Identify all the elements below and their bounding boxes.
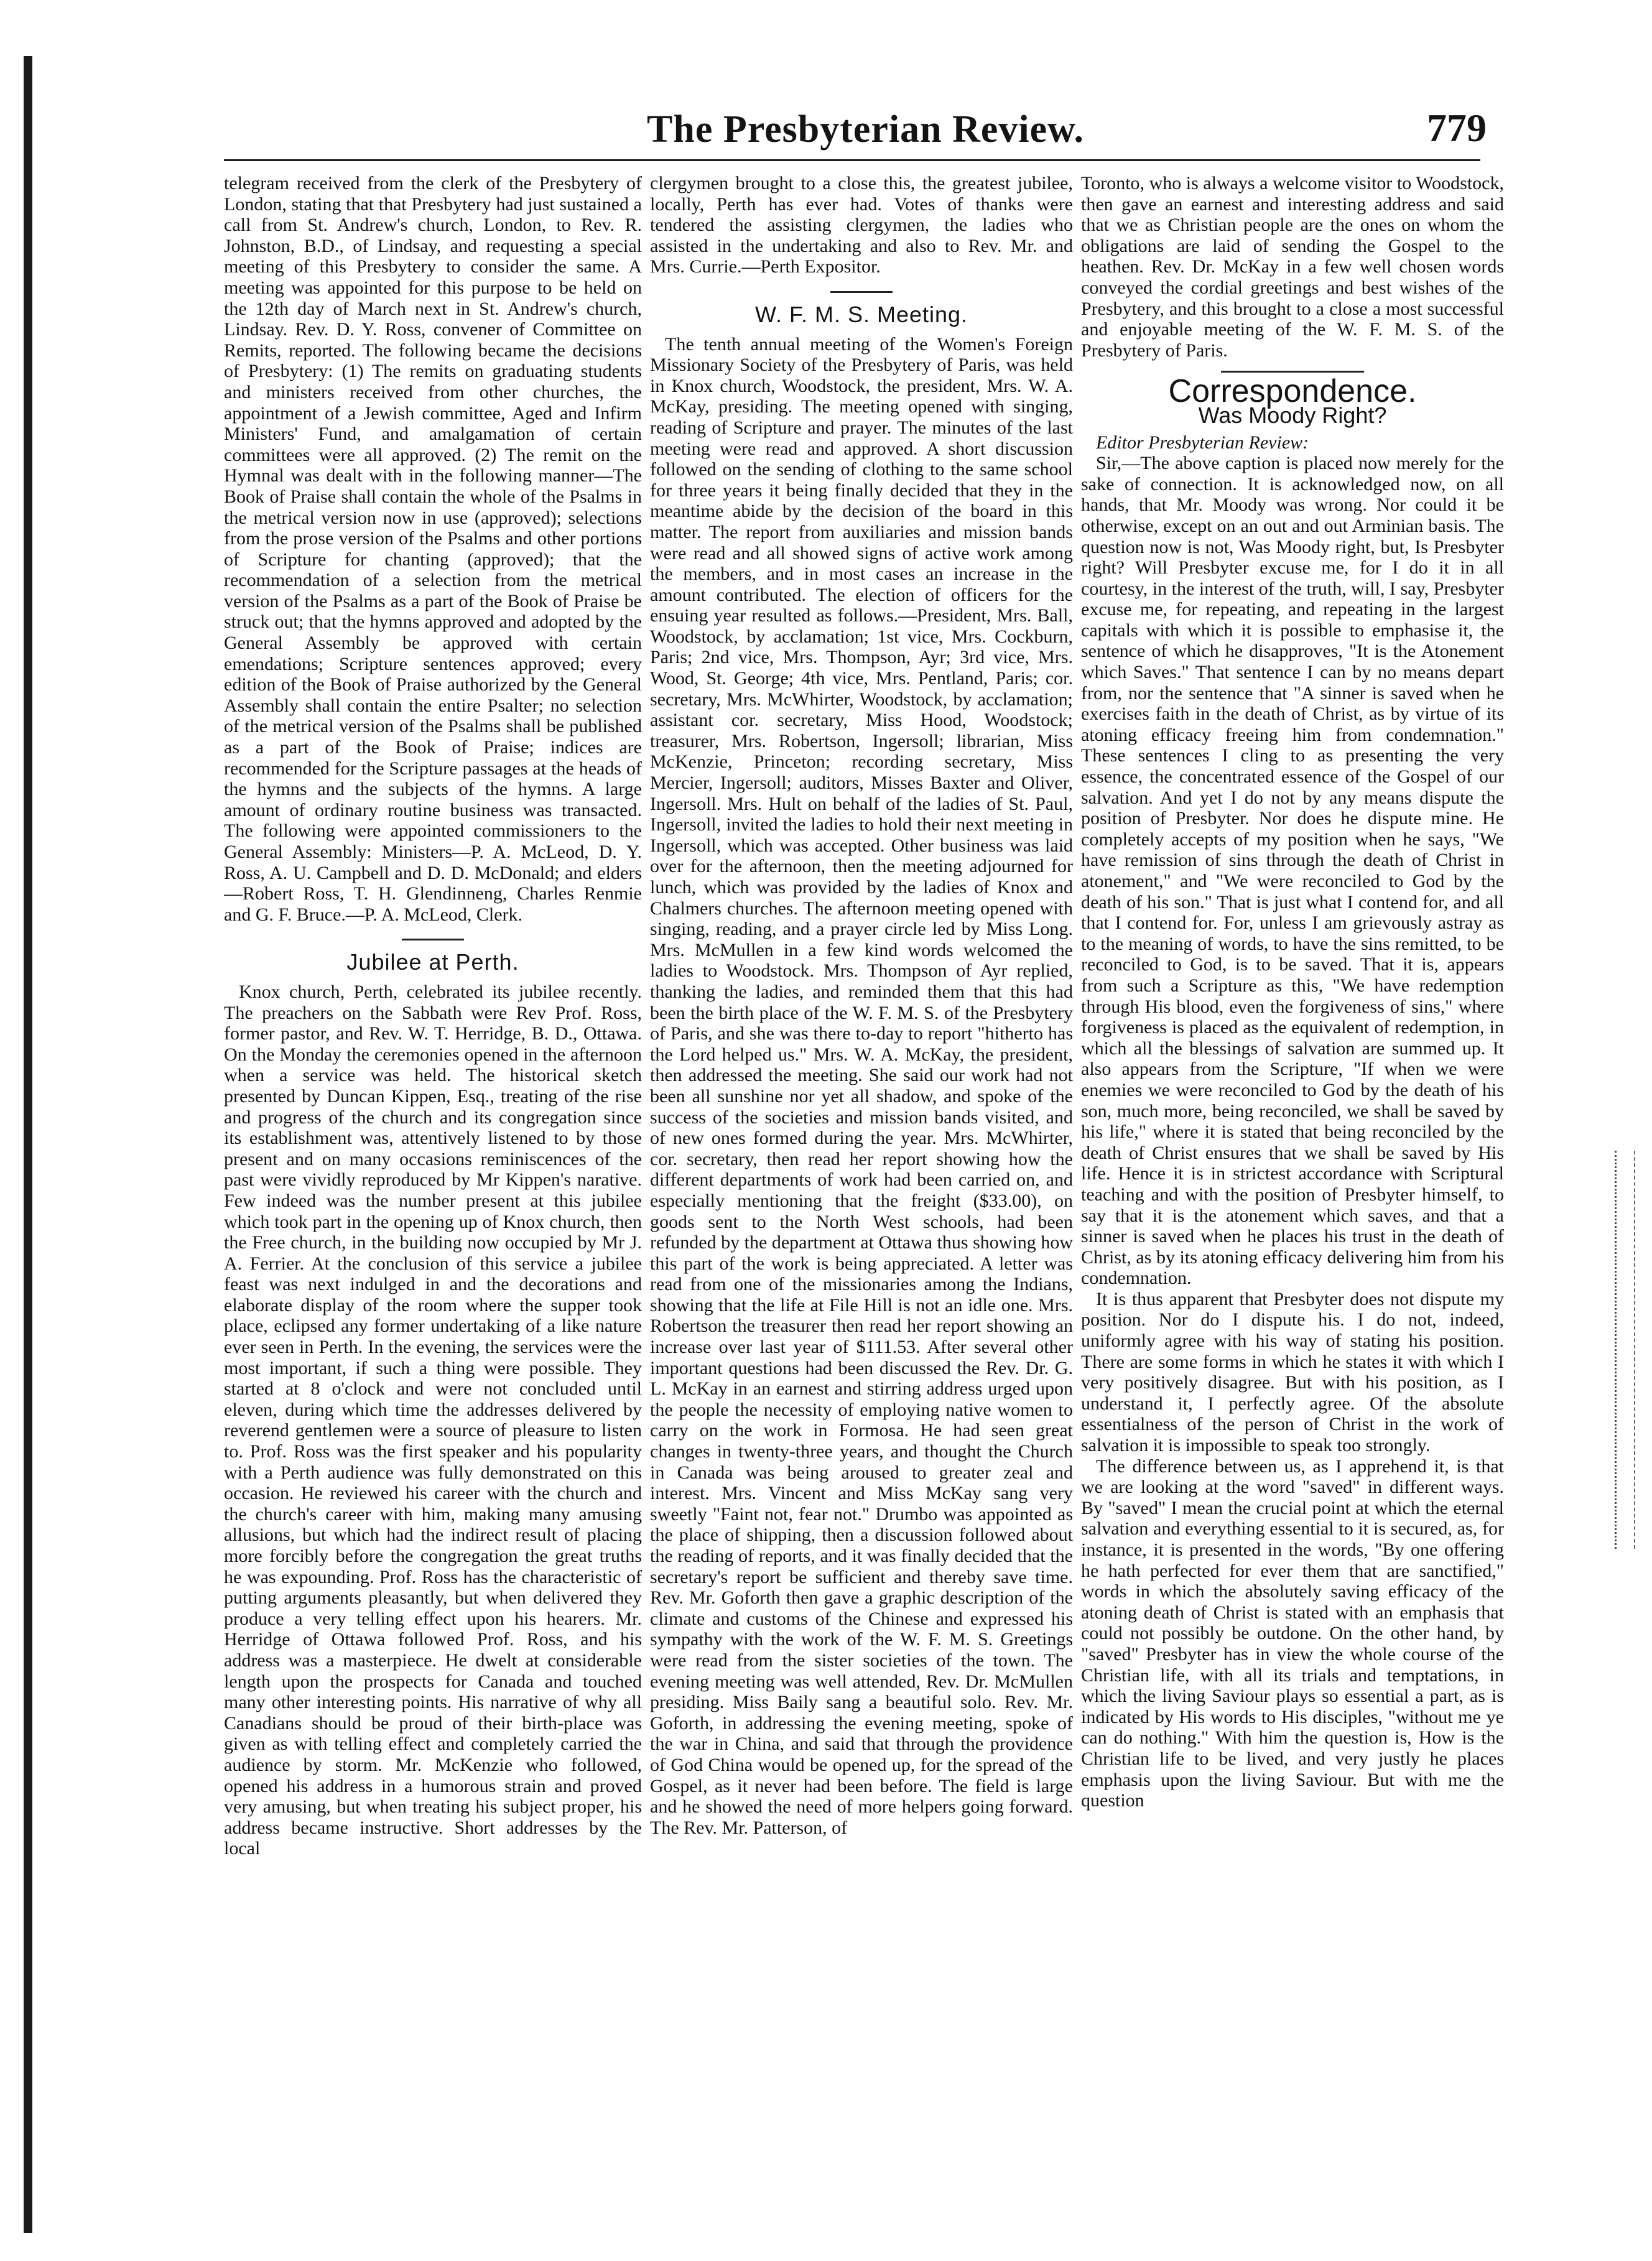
letter-paragraph-1: Sir,—The above caption is placed now merely for the sake of connection. It is acknowledged now, on all hands, that Mr. Moody was wrong. Nor could it be otherwise, except on an out and out Arminian basis. The question now is not, Was Moody right, but, Is Presbyter right? Will Presbyter excuse me, for I do it in all courtesy, in the interest of the truth, will, I say, Presbyter excuse me, for repeating, and repeating in the largest capitals with which it is possible to emphasise it, the sentence of which he disapproves, "It is the Atonement which Saves." That sentence I can by no means depart from, nor the sentence that "A sinner is saved when he exercises faith in the death of Christ, as by virtue of its atoning efficacy freeing him from condemnation." These sentences I cling to as presenting the very essence, the concentrated essence of the Gospel of our salvation. And yet I do not by any means dispute the position of Presbyter. Nor does he dispute mine. He completely accepts of my position when he says, "We have remission of sins through the death of Christ in atonement," and "We were reconciled to God by the death of his son." That is just what I contend for, and all that I contend for. For, unless I am grievously astray as to the meaning of words, to have the sins remitted, to be reconciled to God, is to be saved. That it is, appears from such a Scripture as this, "We have redemption through His blood, even the forgiveness of sins," where forgiveness is placed as the equivalent of redemption, in which all the blessings of salvation are summed up. It also appears from the Scripture, "If when we were enemies we were reconciled to God by the death of his son, much more, being reconciled, we shall be saved by his life," where it is stated that being reconciled by the death of Christ ensures that we shall be saved by His life. Hence it is in strictest accordance with Scriptural teaching and with the position of Presbyter himself, to say that it is the atonement which saves, and that a sinner is saved when he places his trust in the death of Christ, as by its atoning efficacy delivering him from his condemnation. <box>1081 453 1504 1289</box>
jubilee-article-text: Knox church, Perth, celebrated its jubilee recently. The preachers on the Sabbath were Rev Prof. Ross, former pastor, and Rev. W. T. Herridge, B. D., Ottawa. On the Monday the ceremonies opened in the afternoon when a service was held. The historical sketch presented by Duncan Kippen, Esq., treating of the rise and progress of the church and its congregation since its establishment was, attentively listened to by those present and on many occasions reminiscences of the past were vividly reproduced by Mr Kippen's narative. Few indeed was the number present at this jubilee which took part in the opening up of Knox church, then the Free church, in the building now occupied by Mr J. A. Ferrier. At the conclusion of this service a jubilee feast was next indulged in and the decorations and elaborate display of the room where the supper took place, eclipsed any former undertaking of a like nature ever seen in Perth. In the evening, the services were the most important, if such a thing were possible. They started at 8 o'clock and were not concluded until eleven, during which time the addresses delivered by reverend gentlemen were a source of pleasure to listen to. Prof. Ross was the first speaker and his popularity with a Perth audience was fully demonstrated on this occasion. He reviewed his career with the church and the church's career with him, making many amusing allusions, but which had the indirect result of placing more forcibly before the congregation the great truths he was expounding. Prof. Ross has the characteristic of putting arguments pleasantly, but when delivered they produce a very telling effect upon his hearers. Mr. Herridge of Ottawa followed Prof. Ross, and his address was a masterpiece. He dwelt at considerable length upon the prospects for Canada and touched many other interesting points. His narrative of why all Canadians should be proud of their birth-place was given as with telling effect and completely carried the audience by storm. Mr. McKenzie who followed, opened his address in a humorous strain and proved very amusing, but when treating his subject proper, his address became instructive. Short addresses by the local <box>224 981 642 1859</box>
column-right <box>1081 173 1504 2244</box>
wfms-heading: W. F. M. S. Meeting. <box>754 301 968 327</box>
wfms-article-text: The tenth annual meeting of the Women's Foreign Missionary Society of the Presbytery of Paris, was held in Knox church, Woodstock, the president, Mrs. W. A. McKay, presiding. The meeting opened with singing, reading of Scripture and prayer. The minutes of the last meeting were read and approved. A short discussion followed on the sending of clothing to the same school for three years it being finally decided that they in the meantime abide by the decision of the board in this matter. The report from auxiliaries and mission bands were read and all showed signs of active work among the members, and in most cases an increase in the amount contributed. The election of officers for the ensuing year resulted as follows.—President, Mrs. Ball, Woodstock, by acclamation; 1st vice, Mrs. Cockburn, Paris; 2nd vice, Mrs. Thompson, Ayr; 3rd vice, Mrs. Wood, St. George; 4th vice, Mrs. Pentland, Paris; cor. secretary, Mrs. McWhirter, Woodstock, by acclamation; assistant cor. secretary, Miss Hood, Woodstock; treasurer, Mrs. Robertson, Ingersoll; librarian, Miss McKenzie, Princeton; recording secretary, Miss Mercier, Ingersoll; auditors, Misses Baxter and Oliver, Ingersoll. Mrs. Hult on behalf of the ladies of St. Paul, Ingersoll, invited the ladies to hold their next meeting in Ingersoll, which was accepted. Other business was laid over for the afternoon, then the meeting adjourned for lunch, which was provided by the ladies of Knox and Chalmers churches. The afternoon meeting opened with singing, reading, and a prayer circle led by Miss Long. Mrs. McMullen in a few kind words welcomed the ladies to Woodstock. Mrs. Thompson of Ayr replied, thanking the ladies, and reminded them that this had been the birth place of the W. F. M. S. of the Presbytery of Paris, and she was there to-day to report "hitherto has the Lord helped us." Mrs. W. A. McKay, the president, then addressed the meeting. She said our work had not been all sunshine nor yet all shadow, and spoke of the success of the societies and mission bands visited, and of new ones formed during the year. Mrs. McWhirter, cor. secretary, then read her report showing how the different departments of work had been carried on, and especially mentioning that the freight ($33.00), on goods sent to the North West schools, had been refunded by the department at Ottawa thus showing how this part of the work is being appreciated. A letter was read from one of the missionaries among the Indians, showing that the life at File Hill is not an idle one. Mrs. Robertson the treasurer then read her report showing an increase over last year of $111.53. After several other important questions had been discussed the Rev. Dr. G. L. McKay in an earnest and stirring address urged upon the people the necessity of employing native women to carry on the work in Formosa. He had seen great changes in twenty-three years, and thought the Church in Canada was being aroused to greater zeal and interest. Mrs. Vincent and Miss McKay sang very sweetly "Faint not, fear not." Drumbo was appointed as the place of shipping, then a discussion followed about the reading of reports, and it was finally decided that the secretary's report be sufficient and thereby save time. Rev. Mr. Goforth then gave a graphic description of the climate and customs of the Chinese and expressed his sympathy with the work of the W. F. M. S. Greetings were read from the sister societies of the town. The evening meeting was well attended, Rev. Dr. McMullen presiding. Miss Baily sang a beautiful solo. Rev. Mr. Goforth, in addressing the evening meeting, spoke of the war in China, and said that through the providence of God China would be opened up, for the spread of the Gospel, as it never had been before. The field is large and he showed the need of more helpers going forward. The Rev. Mr. Patterson, of <box>650 333 1073 1838</box>
running-head <box>224 103 1487 162</box>
journal-title: The Presbyterian Review. <box>647 108 1085 151</box>
moody-letter-heading: Was Moody Right? <box>1198 402 1387 428</box>
page-number: 779 <box>1427 106 1487 150</box>
column-middle <box>650 173 1073 2244</box>
section-divider <box>1221 371 1364 373</box>
editor-salutation: Editor Presbyterian Review: <box>1096 432 1309 453</box>
jubilee-article-continued: clergymen brought to a close this, the greatest jubilee, locally, Perth has ever had. Votes of thanks were tendered the assisting clergymen, the ladies who assisted in the undertaking and also to Rev. Mr. and Mrs. Currie.—Perth Expositor. <box>650 173 1073 277</box>
letter-paragraph-3: The difference between us, as I apprehend it, is that we are looking at the word "saved" in different ways. By "saved" I mean the crucial point at which the eternal salvation and everything essential to it is secured, as, for instance, it is presented in the words, "By one offering he hath perfected for ever them that are sanctified," words in which the absolutely saving efficacy of the atoning death of Christ is stated with an emphasis that could not possibly be outdone. On the other hand, by "saved" Presbyter has in view the whole course of the Christian life, with all its trials and temptations, in which the living Saviour plays so essential a part, as is indicated by His words to His disciples, "without me ye can do nothing." With him the question is, How is the Christian life to be lived, and very justly he places emphasis upon the living Saviour. But with me the question <box>1081 1455 1504 1811</box>
section-divider <box>402 939 464 940</box>
section-divider <box>830 291 893 293</box>
column-left <box>224 173 642 2244</box>
binding-edge <box>24 56 32 2233</box>
header-rule <box>224 159 1480 161</box>
letter-paragraph-2: It is thus apparent that Presbyter does not dispute my position. Nor do I dispute his. I do not, indeed, uniformly agree with his way of stating his position. There are some forms in which he states it with which I very positively disagree. But with his position, as I understand it, I perfectly agree. Of the absolute essentialness of the person of Christ in the work of salvation it is impossible to speak too strongly. <box>1081 1288 1504 1456</box>
margin-show-through <box>1615 1151 1635 1549</box>
correspondence-heading: Correspondence. <box>1168 373 1417 410</box>
jubilee-heading: Jubilee at Perth. <box>346 949 519 975</box>
wfms-article-continued: Toronto, who is always a welcome visitor to Woodstock, then gave an earnest and interesting address and said that we as Christian people are the ones on whom the obligations are laid of sending the Gospel to the heathen. Rev. Dr. McKay in a few well chosen words conveyed the cordial greetings and best wishes of the Presbytery, and this brought to a close a most successful and enjoyable meeting of the W. F. M. S. of the Presbytery of Paris. <box>1081 173 1504 361</box>
presbytery-report-text: telegram received from the clerk of the Presbytery of London, stating that that Presbytery had just sustained a call from St. Andrew's church, London, to Rev. R. Johnston, B.D., of Lindsay, and requesting a special meeting of this Presbytery to consider the same. A meeting was appointed for this purpose to be held on the 12th day of March next in St. Andrew's church, Lindsay. Rev. D. Y. Ross, convener of Committee on Remits, reported. The following became the decisions of Presbytery: (1) The remits on graduating students and ministers received from other churches, the appointment of a Jewish committee, Aged and Infirm Ministers' Fund, and amalgamation of certain committees were all approved. (2) The remit on the Hymnal was dealt with in the following manner—The Book of Praise shall contain the whole of the Psalms in the metrical version now in use (approved); selections from the prose version of the Psalms and other portions of Scripture for chanting (approved); that the recommendation of a selection from the metrical version of the Psalms as a part of the Book of Praise be struck out; that the hymns approved and adopted by the General Assembly be approved with certain emendations; Scripture sentences approved; every edition of the Book of Praise authorized by the General Assembly shall contain the entire Psalter; no selection of the metrical version of the Psalms shall be published as a part of the Book of Praise; indices are recommended for the Scripture passages at the heads of the hymns and the subjects of the hymns. A large amount of ordinary routine business was transacted. The following were appointed commissioners to the General Assembly: Ministers—P. A. McLeod, D. Y. Ross, A. U. Campbell and D. D. McDonald; and elders—Robert Ross, T. H. Glendinneng, Charles Renmie and G. F. Bruce.—P. A. McLeod, Clerk. <box>224 173 642 925</box>
